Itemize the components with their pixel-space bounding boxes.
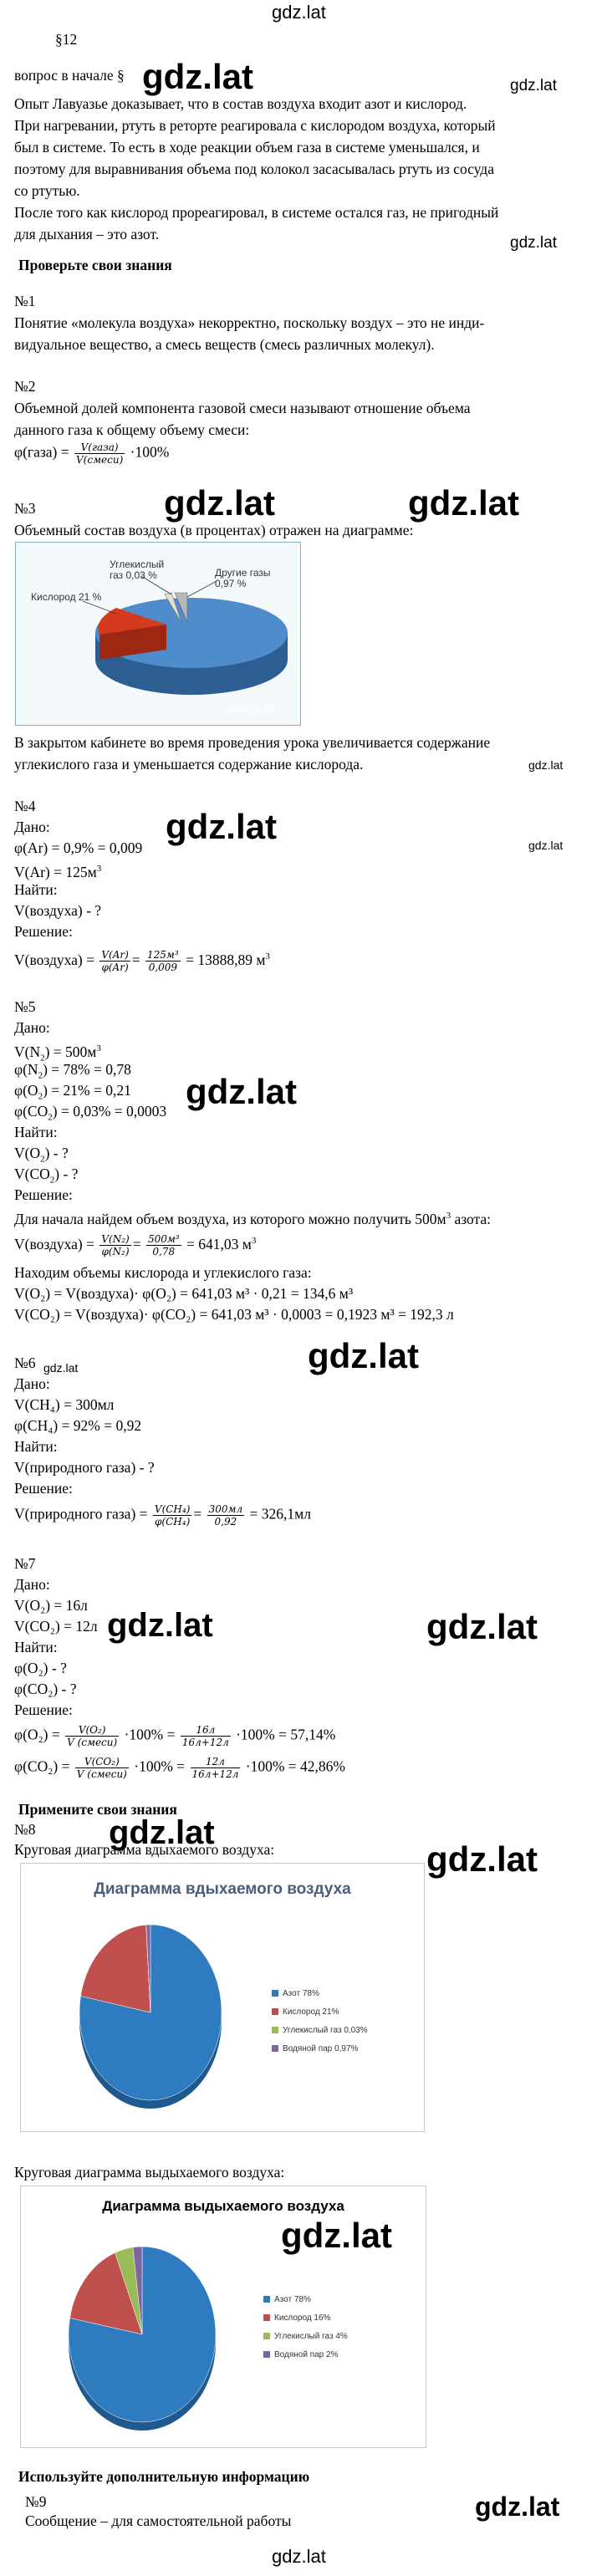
extra-heading: Используйте дополнительную информацию — [18, 2468, 310, 2485]
watermark-n3-right: gdz.lat — [408, 483, 519, 523]
watermark-n3-left: gdz.lat — [164, 483, 275, 523]
legend-swatch — [263, 2314, 270, 2321]
legend-entry — [263, 2332, 348, 2341]
watermark-n3-small: gdz.lat — [528, 758, 564, 772]
legend-label: Кислород 16% — [274, 2313, 331, 2323]
n9-line-1: Сообщение – для самостоятельной работы — [25, 2512, 292, 2529]
n7-line-1: V(O₂) = 16л — [14, 1597, 88, 1614]
n6-find: Найти: — [14, 1438, 58, 1455]
legend-swatch — [272, 2045, 278, 2052]
air-composition-chart — [15, 542, 301, 726]
legend-swatch — [263, 2333, 270, 2339]
n4-given: Дано: — [14, 819, 50, 835]
n7-find: Найти: — [14, 1639, 58, 1655]
watermark-bottom: gdz.lat — [272, 2546, 326, 2567]
n6-line-1: V(CH₄) = 300мл — [14, 1396, 115, 1413]
n5-line-8: Находим объемы кислорода и углекислого газа: — [14, 1264, 312, 1281]
n6-line-3: V(природного газа) - ? — [14, 1459, 155, 1476]
n4-line-3: V(воздуха) - ? — [14, 902, 102, 919]
pie-label-co2: Углекислый газ 0,03 % — [110, 559, 165, 581]
inhaled-pie-svg — [71, 1912, 238, 2121]
n4-line-1: φ(Ar) = 0,9% = 0,009 — [14, 839, 143, 856]
apply-heading: Примените свои знания — [18, 1801, 177, 1818]
intro-line-7: После того как кислород прореагировал, в системе остался газ, не пригодный — [14, 204, 499, 221]
n1-line-2: видуальное вещество, а смесь веществ (смесь различных молекул). — [14, 336, 435, 353]
inhaled-air-chart — [20, 1863, 425, 2132]
n7-line-2: V(CO₂) = 12л — [14, 1618, 98, 1635]
n3-after-line-1: В закрытом кабинете во время проведения урока увеличивается содержание — [14, 734, 491, 751]
intro-line-3: При нагревании, ртуть в реторте реагировала с кислородом воздуха, который — [14, 117, 496, 134]
n4-line-2: $V(Ar) = 125м^3$ — [14, 863, 102, 880]
legend-label: Кислород 21% — [283, 2007, 339, 2017]
n8-title: №8 — [14, 1821, 36, 1838]
watermark-top: gdz.lat — [272, 2, 326, 23]
legend-swatch — [263, 2351, 270, 2358]
n5-find: Найти: — [14, 1124, 58, 1140]
n7-sol: Решение: — [14, 1701, 73, 1718]
legend-label: Азот 78% — [283, 1989, 319, 1998]
exhaled-legend — [263, 2295, 422, 2387]
n5-line-7: Для начала найдем объем воздуха, из которого можно получить $500м^3$ азота: — [14, 1210, 492, 1227]
watermark-n6-small: gdz.lat — [43, 1361, 79, 1375]
paragraph-number: §12 — [55, 31, 78, 48]
intro-line-6: со ртутью. — [14, 182, 80, 199]
watermark-intro-small: gdz.lat — [510, 77, 557, 94]
check-heading: Проверьте свои знания — [18, 257, 172, 273]
n5-given: Дано: — [14, 1019, 50, 1036]
n5-formula: V(воздуха) = $\frac{\text{V(N₂)}}{\text{φ(N₂)}}$ = $\frac{\text{500м³}}{0,78}$ = 641,03 $м^3$ — [14, 1233, 257, 1258]
watermark-n5: gdz.lat — [186, 1072, 297, 1111]
n7-title: №7 — [14, 1555, 36, 1572]
n3-title: №3 — [14, 500, 36, 517]
legend-swatch — [272, 2008, 278, 2015]
intro-line-5: поэтому для выравнивания объема под колокол засасывалась ртуть из сосуда — [14, 161, 494, 177]
n9-title: №9 — [25, 2493, 47, 2510]
n2-formula: φ(газа) = $\frac{\text{V(газа)}}{\text{V(смеси)}}$ ·100% — [14, 441, 170, 466]
n8-caption-1: Круговая диаграмма вдыхаемого воздуха: — [14, 1841, 275, 1858]
watermark-n9: gdz.lat — [475, 2492, 560, 2522]
n5-line-5: $V(O_2)$ - ? — [14, 1145, 69, 1165]
watermark-n8: gdz.lat — [109, 1814, 215, 1851]
intro-line-4: был в системе. То есть в ходе реакции объем газа в системе уменьшался, и — [14, 139, 480, 156]
n2-fraction: $\frac{\text{V(газа)}}{\text{V(смеси)}}$ — [76, 441, 124, 466]
n5-line-6: $V(CO_2)$ - ? — [14, 1166, 79, 1186]
pie-label-azot: Азот 78 % — [227, 703, 273, 715]
exhaled-chart-title: Диаграмма выдыхаемого воздуха — [102, 2198, 344, 2214]
n5-line-1: $V(N_2) = 500м^3$ — [14, 1043, 101, 1064]
n7-line-4: φ(CO₂) - ? — [14, 1681, 77, 1697]
watermark-n8-right: gdz.lat — [426, 1839, 538, 1879]
n5-line-3: $\varphi(O_2) = 21\% = 0,21$ — [14, 1082, 131, 1102]
watermark-n4: gdz.lat — [166, 807, 277, 846]
inhaled-chart-title: Диаграмма вдыхаемого воздуха — [94, 1880, 351, 1898]
intro-line-8: для дыхания – это азот. — [14, 226, 160, 242]
n8-caption-2: Круговая диаграмма выдыхаемого воздуха: — [14, 2164, 285, 2181]
n4-sol: Решение: — [14, 923, 73, 940]
n5-title: №5 — [14, 998, 36, 1015]
n2-line-1: Объемной долей компонента газовой смеси называют отношение объема — [14, 400, 471, 416]
watermark-n7-right: gdz.lat — [426, 1607, 538, 1646]
intro-line-2: Опыт Лавуазье доказывает, что в состав воздуха входит азот и кислород. — [14, 95, 467, 112]
n7-formula-2: φ(CO₂) = $\frac{\text{V(CO₂)}}{\text{V (смеси)}}$ ·100% = $\frac{12л}{16л+12л}$ ·100% = 42,86% — [14, 1756, 346, 1780]
n2-line-2: данного газа к общему объему смеси: — [14, 421, 250, 438]
legend-entry — [263, 2350, 338, 2359]
legend-swatch — [272, 1990, 278, 1997]
legend-entry — [272, 2026, 368, 2035]
n5-line-4: $\varphi(CO_2) = 0,03\% = 0,0003$ — [14, 1103, 167, 1123]
n5-sol: Решение: — [14, 1186, 73, 1203]
legend-label: Углекислый газ 4% — [274, 2332, 348, 2341]
pie-label-other: Другие газы 0,97 % — [215, 567, 271, 589]
n3-line-1: Объемный состав воздуха (в процентах) отражен на диаграмме: — [14, 522, 414, 538]
legend-label: Углекислый газ 0,03% — [283, 2026, 368, 2035]
n6-formula: V(природного газа) = $\frac{\text{V(CH₄)}}{\text{φ(CH₄)}}$ = $\frac{300мл}{0,92}$ = 326,1мл — [14, 1503, 311, 1528]
n6-given: Дано: — [14, 1375, 50, 1392]
legend-entry — [272, 2044, 358, 2053]
n6-title: №6 — [14, 1354, 36, 1371]
n4-find: Найти: — [14, 881, 58, 898]
n6-sol: Решение: — [14, 1480, 73, 1497]
watermark-intro-2: gdz.lat — [510, 234, 557, 252]
n7-formula-1: φ(O₂) = $\frac{\text{V(O₂)}}{\text{V (смеси)}}$ ·100% = $\frac{16л}{16л+12л}$ ·100% = 57,14% — [14, 1724, 336, 1748]
legend-entry — [263, 2295, 311, 2304]
legend-entry — [263, 2313, 330, 2323]
legend-label: Водяной пар 2% — [274, 2350, 339, 2359]
n1-title: №1 — [14, 293, 36, 309]
legend-swatch — [263, 2296, 270, 2303]
watermark-exhaled: gdz.lat — [281, 2216, 392, 2255]
legend-entry — [272, 2007, 339, 2017]
legend-label: Азот 78% — [274, 2295, 311, 2304]
legend-swatch — [272, 2027, 278, 2033]
n1-line-1: Понятие «молекула воздуха» некорректно, поскольку воздух – это не инди- — [14, 314, 485, 331]
pie-label-kislorod: Кислород 21 % — [31, 591, 102, 603]
legend-entry — [272, 1989, 319, 1998]
intro-line-1: вопрос в начале § — [14, 67, 125, 84]
n4-formula: V(воздуха) = $\frac{V(Ar)}{\varphi(Ar)}$ = $\frac{\text{125м³}}{0,009}$ = 13888,89 $м^3$ — [14, 949, 270, 974]
inhaled-legend — [272, 1989, 422, 2081]
n5-line-2: $\varphi(N_2) = 78\% = 0,78$ — [14, 1061, 131, 1081]
watermark-n6: gdz.lat — [308, 1336, 419, 1375]
n6-line-2: φ(CH₄) = 92% = 0,92 — [14, 1417, 142, 1434]
n7-line-3: φ(O₂) - ? — [14, 1660, 67, 1676]
n2-title: №2 — [14, 378, 36, 395]
watermark-intro: gdz.lat — [142, 57, 253, 96]
legend-label: Водяной пар 0,97% — [283, 2044, 359, 2053]
exhaled-pie-svg — [63, 2230, 230, 2439]
watermark-n7-left: gdz.lat — [107, 1607, 213, 1644]
watermark-n4-small: gdz.lat — [528, 839, 564, 852]
n3-after-line-2: углекислого газа и уменьшается содержание кислорода. — [14, 756, 364, 773]
n7-given: Дано: — [14, 1576, 50, 1593]
n4-title: №4 — [14, 798, 36, 814]
n5-line-10: V(CO₂) = V(воздуха)· φ(CO₂) = 641,03 м³ · 0,0003 = 0,1923 м³ = 192,3 л — [14, 1306, 454, 1323]
n5-line-9: V(O₂) = V(воздуха)· φ(O₂) = 641,03 м³ · 0,21 = 134,6 м³ — [14, 1285, 354, 1302]
